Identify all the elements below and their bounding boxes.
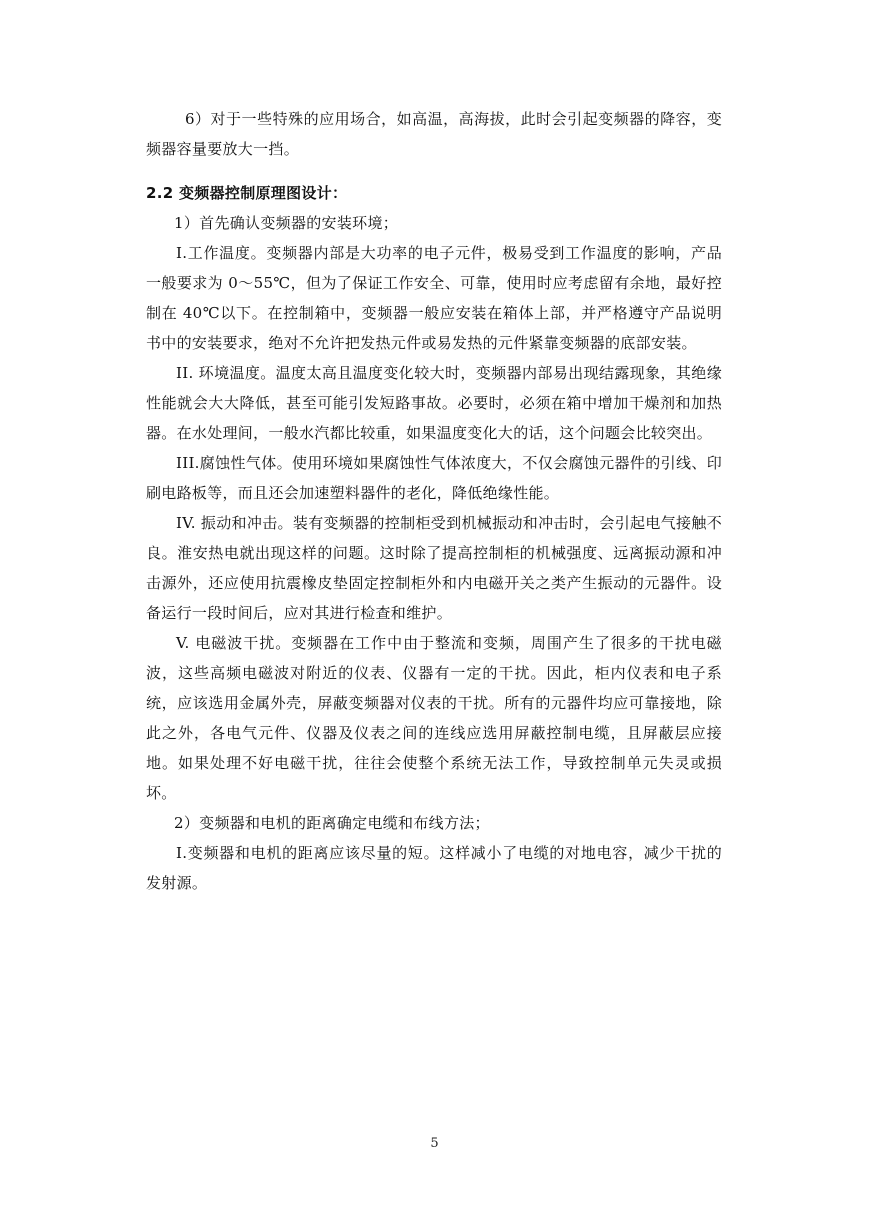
page-body	[146, 104, 722, 898]
section-heading: 2.2 变频器控制原理图设计：	[146, 184, 348, 202]
list-item-2: 2）变频器和电机的距离确定电缆和布线方法；	[174, 814, 490, 832]
paragraph-intro: 6）对于一些特殊的应用场合，如高温，高海拔，此时会引起变频器的降容，变频器容量要放大一挡。	[146, 110, 722, 158]
paragraph-vibration: IV. 振动和冲击。装有变频器的控制柜受到机械振动和冲击时，会引起电气接触不良。淮安热电就出现这样的问题。这时除了提高控制柜的机械强度、远离振动源和冲击源外，还应使用抗震橡皮垫固定控制柜外和内电磁开关之类产生振动的元器件。设备运行一段时间后，应对其进行检查和维护。	[146, 514, 722, 622]
paragraph-distance: I.变频器和电机的距离应该尽量的短。这样减小了电缆的对地电容，减少干扰的发射源。	[146, 844, 722, 892]
paragraph-corrosive-gas: III.腐蚀性气体。使用环境如果腐蚀性气体浓度大，不仅会腐蚀元器件的引线、印刷电路板等，而且还会加速塑料器件的老化，降低绝缘性能。	[146, 454, 722, 502]
paragraph-ambient-temperature: II. 环境温度。温度太高且温度变化较大时，变频器内部易出现结露现象，其绝缘性能就会大大降低，甚至可能引发短路事故。必要时，必须在箱中增加干燥剂和加热器。在水处理间，一般水汽都比较重，如果温度变化大的话，这个问题会比较突出。	[146, 364, 722, 442]
paragraph-electromagnetic: V. 电磁波干扰。变频器在工作中由于整流和变频，周围产生了很多的干扰电磁波，这些高频电磁波对附近的仪表、仪器有一定的干扰。因此，柜内仪表和电子系统，应该选用金属外壳，屏蔽变频器对仪表的干扰。所有的元器件均应可靠接地，除此之外，各电气元件、仪器及仪表之间的连线应选用屏蔽控制电缆，且屏蔽层应接地。如果处理不好电磁干扰，往往会使整个系统无法工作，导致控制单元失灵或损坏。	[146, 634, 722, 802]
paragraph-working-temperature: I.工作温度。变频器内部是大功率的电子元件，极易受到工作温度的影响，产品一般要求为 0～55℃，但为了保证工作安全、可靠，使用时应考虑留有余地，最好控制在 40℃以下。在控制箱中，变频器一般应安装在箱体上部，并严格遵守产品说明书中的安装要求，绝对不允许把发热元件或易发热的元件紧靠变频器的底部安装。	[146, 244, 722, 352]
list-item-1: 1）首先确认变频器的安装环境；	[174, 214, 399, 232]
page-number: 5	[430, 1136, 439, 1151]
